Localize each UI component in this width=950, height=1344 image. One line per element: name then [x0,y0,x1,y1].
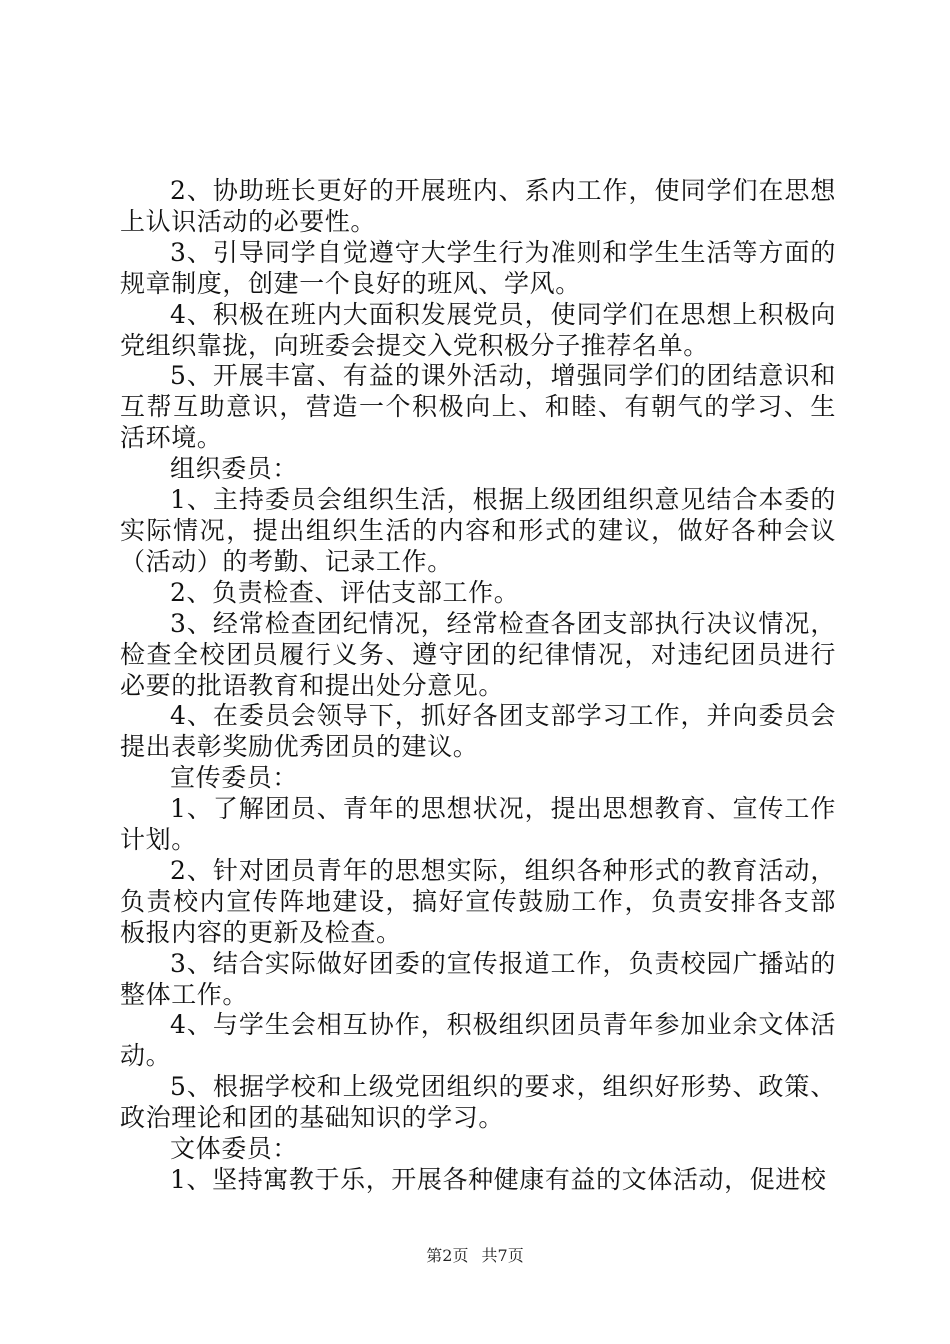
paragraph: 1、主持委员会组织生活，根据上级团组织意见结合本委的实际情况，提出组织生活的内容和形式的建议，做好各种会议（活动）的考勤、记录工作。 [120,485,836,576]
page-total: 共7页 [481,1246,524,1265]
paragraph: 3、引导同学自觉遵守大学生行为准则和学生生活等方面的规章制度，创建一个良好的班风、学风。 [120,237,836,298]
paragraph: 3、结合实际做好团委的宣传报道工作，负责校园广播站的整体工作。 [120,948,836,1009]
section-heading-culture-sports: 文体委员： [170,1134,299,1164]
paragraph: 3、经常检查团纪情况，经常检查各团支部执行决议情况，检查全校团员履行义务、遵守团的纪律情况，对违纪团员进行必要的批语教育和提出处分意见。 [120,608,836,700]
paragraph: 1、了解团员、青年的思想状况，提出思想教育、宣传工作计划。 [120,794,836,855]
paragraph: 4、积极在班内大面积发展党员，使同学们在思想上积极向党组织靠拢，向班委会提交入党积极分子推荐名单。 [120,299,836,360]
paragraph: 5、开展丰富、有益的课外活动，增强同学们的团结意识和互帮互助意识，营造一个积极向上、和睦、有朝气的学习、生活环境。 [120,361,836,453]
paragraph: 4、与学生会相互协作，积极组织团员青年参加业余文体活动。 [120,1010,836,1071]
paragraph: 5、根据学校和上级党团组织的要求，组织好形势、政策、政治理论和团的基础知识的学习。 [120,1072,836,1133]
page-number: 第2页 [426,1246,469,1265]
section-heading-organization: 组织委员： [170,454,299,484]
paragraph: 2、针对团员青年的思想实际，组织各种形式的教育活动，负责校内宣传阵地建设，搞好宣传鼓励工作，负责安排各支部板报内容的更新及检查。 [120,855,836,947]
page-footer [0,1243,950,1266]
paragraph: 4、在委员会领导下，抓好各团支部学习工作，并向委员会提出表彰奖励优秀团员的建议。 [120,701,836,762]
document-body [120,176,836,1196]
paragraph: 1、坚持寓教于乐，开展各种健康有益的文体活动，促进校 [170,1165,827,1194]
paragraph: 2、负责检查、评估支部工作。 [170,577,520,607]
section-heading-publicity: 宣传委员： [170,763,299,793]
paragraph: 2、协助班长更好的开展班内、系内工作，使同学们在思想上认识活动的必要性。 [120,176,836,236]
